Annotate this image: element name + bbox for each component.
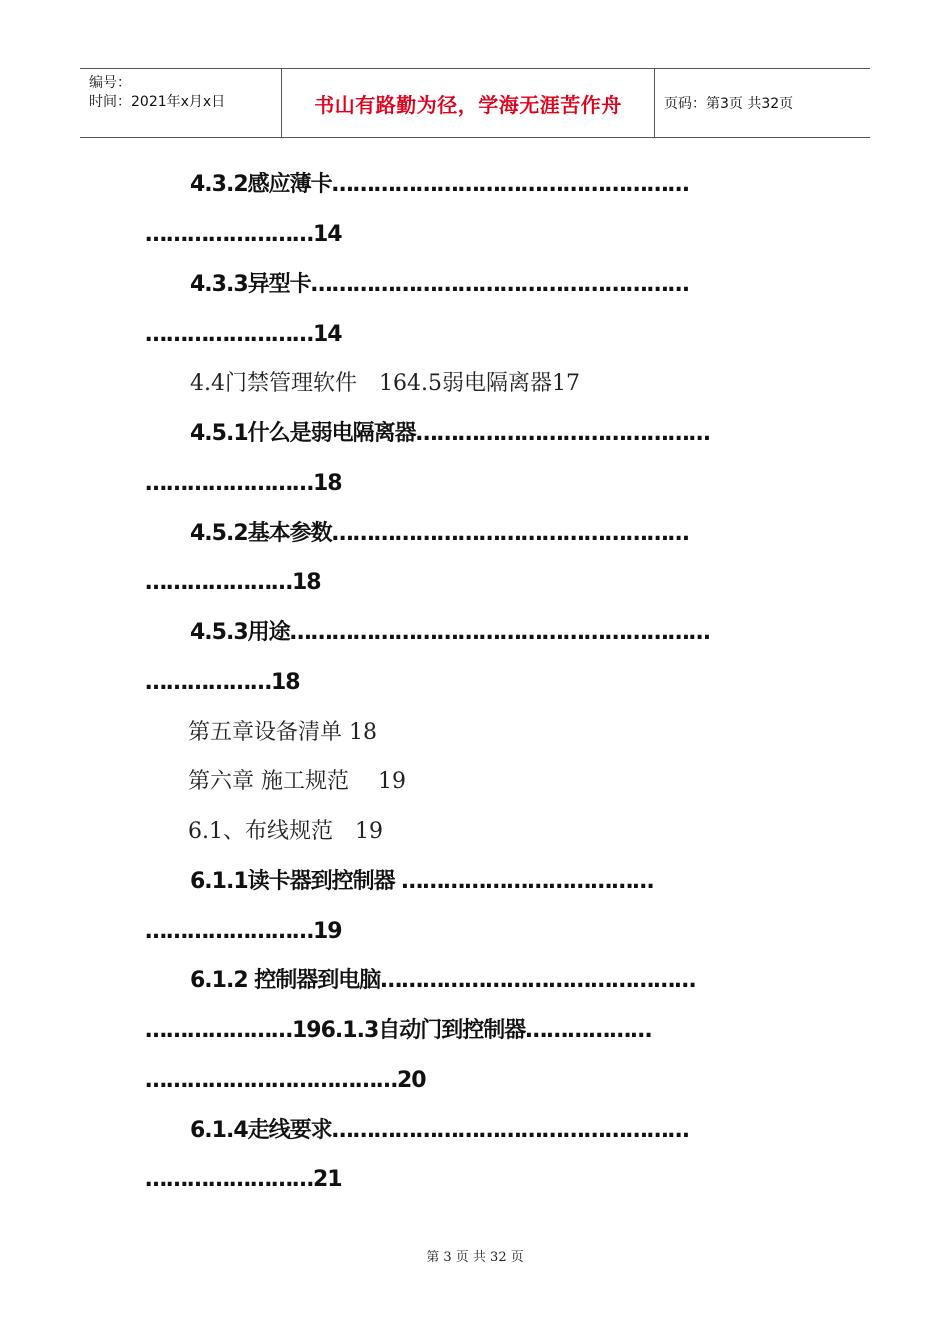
toc-entry-4-4: 4.4门禁管理软件 164.5弱电隔离器17 bbox=[190, 371, 580, 396]
page-header bbox=[80, 68, 870, 138]
toc-entry-4-5-3: 4.5.3用途…………………………………………………… bbox=[190, 620, 710, 645]
toc-entry-6-1-2: 6.1.2 控制器到电脑……………………………………… bbox=[190, 968, 696, 993]
toc-entry-6-1-1: 6.1.1读卡器到控制器 ……………………………… bbox=[190, 869, 654, 894]
header-motto-cell bbox=[281, 69, 655, 137]
toc-entry-chapter-6: 第六章 施工规范 19 bbox=[188, 769, 406, 794]
time-label: 时间：2021年x月x日 bbox=[89, 94, 226, 110]
toc-entry-6-1-1-page: ……………………19 bbox=[145, 919, 342, 944]
header-right-cell bbox=[654, 69, 870, 137]
toc-entry-4-3-2: 4.3.2感应薄卡…………………………………………… bbox=[190, 172, 689, 197]
motto-text: 书山有路勤为径，学海无涯苦作舟 bbox=[314, 92, 622, 117]
header-left-cell bbox=[80, 69, 281, 137]
toc-entry-6-1-3-page: ………………………………20 bbox=[145, 1068, 426, 1093]
toc-entry-6-1-4-page: ……………………21 bbox=[145, 1167, 342, 1192]
toc-entry-4-3-3-page: ……………………14 bbox=[145, 322, 342, 347]
toc-entry-6-1-3: …………………196.1.3自动门到控制器……………… bbox=[145, 1018, 652, 1043]
page-info: 页码：第3页 共32页 bbox=[664, 96, 794, 112]
toc-entry-4-3-2-page: ……………………14 bbox=[145, 222, 342, 247]
toc-entry-4-5-3-page: ………………18 bbox=[145, 670, 300, 695]
toc-entry-chapter-5: 第五章设备清单 18 bbox=[188, 720, 377, 745]
toc-entry-4-5-2-page: …………………18 bbox=[145, 570, 321, 595]
toc-entry-6-1-4: 6.1.4走线要求…………………………………………… bbox=[190, 1118, 689, 1143]
number-label: 编号： bbox=[89, 75, 131, 91]
toc-entry-4-3-3: 4.3.3异型卡……………………………………………… bbox=[190, 272, 689, 297]
toc-entry-4-5-2: 4.5.2基本参数…………………………………………… bbox=[190, 521, 689, 546]
toc-entry-4-5-1: 4.5.1什么是弱电隔离器…………………………………… bbox=[190, 421, 710, 446]
page-footer: 第 3 页 共 32 页 bbox=[426, 1250, 524, 1265]
toc-entry-4-5-1-page: ……………………18 bbox=[145, 471, 342, 496]
toc-entry-6-1: 6.1、布线规范 19 bbox=[188, 819, 383, 844]
